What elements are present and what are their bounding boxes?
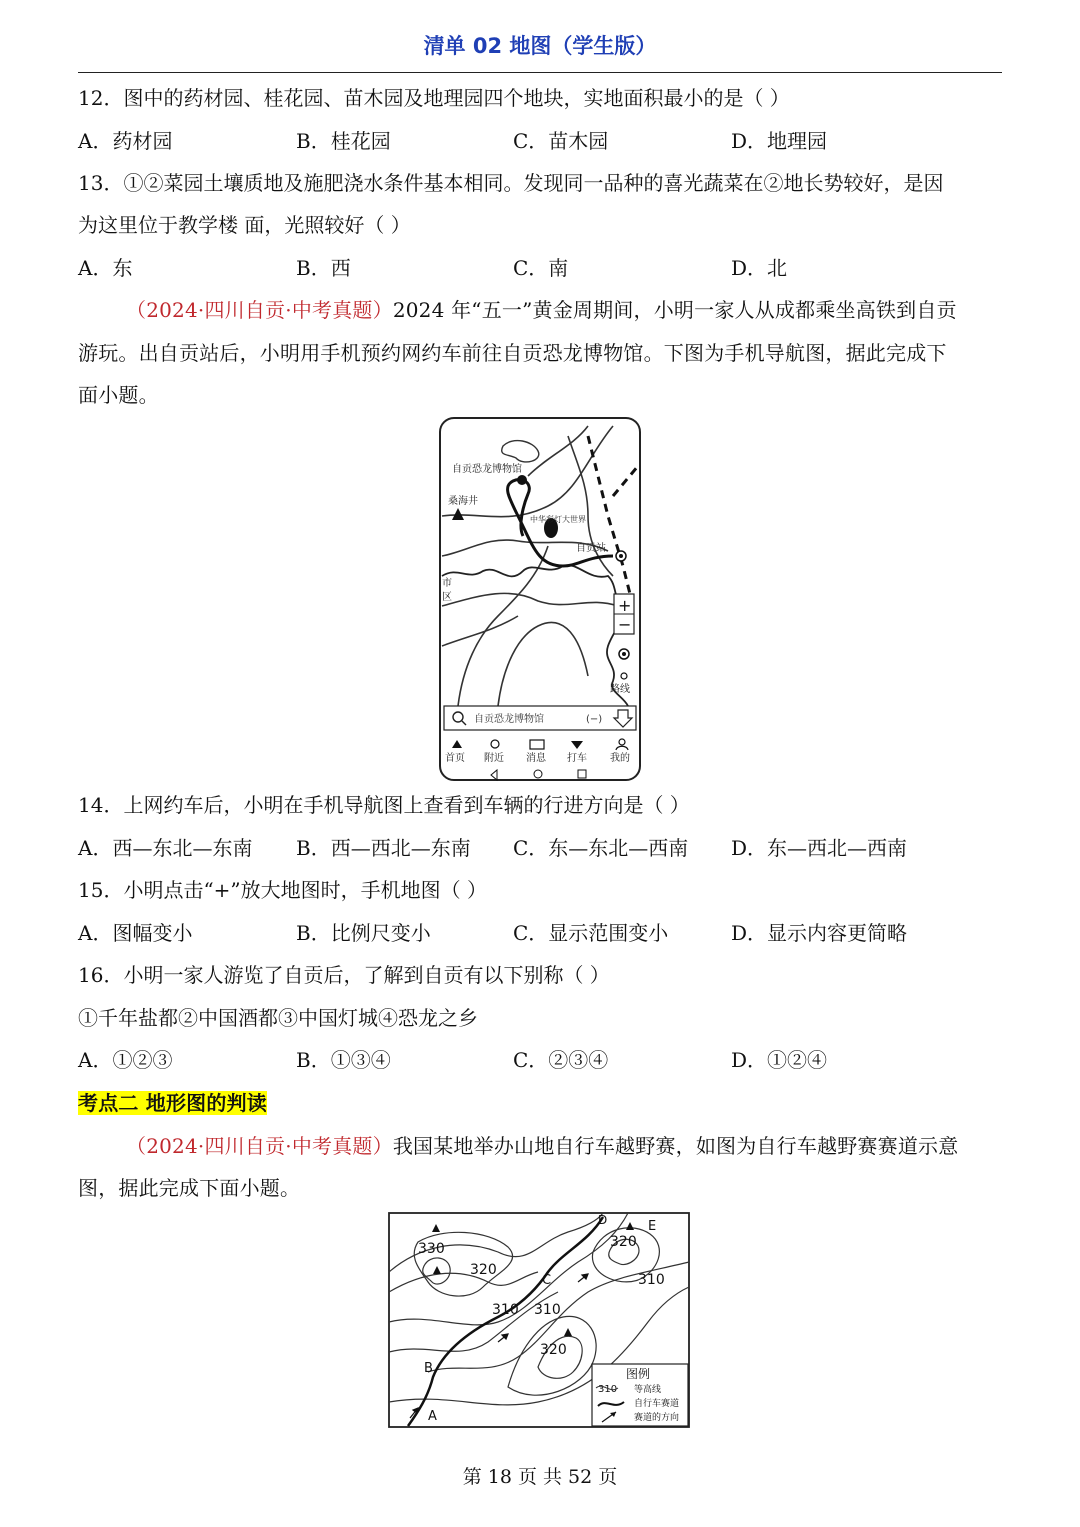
contour-label-330: 330 bbox=[418, 1241, 445, 1257]
label-station: 自贡站 bbox=[576, 543, 606, 554]
contour-label-310-a: 310 bbox=[492, 1302, 519, 1318]
q13-option-a: A．东 bbox=[78, 256, 133, 280]
voice-icon[interactable]: (−) bbox=[586, 714, 603, 725]
nav-taxi-label[interactable]: 打车 bbox=[567, 753, 587, 764]
zoom-out-button[interactable]: − bbox=[618, 615, 632, 634]
phone-navigation-map bbox=[438, 416, 642, 782]
q14-option-c: C．东—东北—西南 bbox=[513, 836, 689, 860]
legend-contour-label: 等高线 bbox=[634, 1385, 662, 1395]
q13-option-d: D．北 bbox=[731, 256, 788, 280]
nav-message-label[interactable]: 消息 bbox=[526, 753, 546, 764]
point-d-label: D bbox=[598, 1213, 608, 1227]
label-city-2: 区 bbox=[442, 592, 452, 603]
q13-option-b: B．西 bbox=[296, 256, 351, 280]
legend-contour-value: 310 bbox=[598, 1384, 618, 1395]
q14-option-d: D．东—西北—西南 bbox=[731, 836, 908, 860]
q14-option-a: A．西—东北—东南 bbox=[78, 836, 253, 860]
section-heading bbox=[78, 1089, 267, 1117]
q16-option-c: C．②③④ bbox=[513, 1048, 609, 1072]
q15-option-d: D．显示内容更简略 bbox=[731, 921, 908, 945]
museum-marker bbox=[517, 475, 527, 485]
search-text: 自贡恐龙博物馆 bbox=[474, 714, 544, 725]
q12-option-a: A．药材园 bbox=[78, 129, 173, 153]
q13-option-c: C．南 bbox=[513, 256, 569, 280]
label-route: 路线 bbox=[610, 684, 630, 695]
q16-option-d: D．①②④ bbox=[731, 1048, 828, 1072]
page-title: 清单 02 地图（学生版） bbox=[423, 34, 657, 58]
q16-line2: ①千年盐都②中国酒都③中国灯城④恐龙之乡 bbox=[78, 1006, 478, 1030]
intro2-text1: 我国某地举办山地自行车越野赛，如图为自行车越野赛赛道示意 bbox=[392, 1134, 959, 1158]
label-sanghai: 桑海井 bbox=[448, 496, 478, 507]
intro1-source: （2024·四川自贡·中考真题） bbox=[126, 298, 393, 322]
nav-home-label[interactable]: 首页 bbox=[445, 753, 465, 764]
contour-label-320-b: 320 bbox=[540, 1342, 567, 1358]
contour-label-320-a: 320 bbox=[470, 1262, 497, 1278]
q16-option-b: B．①③④ bbox=[296, 1048, 391, 1072]
q15-option-a: A．图幅变小 bbox=[78, 921, 193, 945]
intro2-source: （2024·四川自贡·中考真题） bbox=[126, 1134, 393, 1158]
contour-map bbox=[388, 1212, 690, 1428]
legend-direction-label: 赛道的方向 bbox=[634, 1413, 680, 1423]
intro2-line2: 图，据此完成下面小题。 bbox=[78, 1176, 301, 1200]
q12-stem: 12．图中的药材园、桂花园、苗木园及地理园四个地块，实地面积最小的是（ ） bbox=[78, 86, 790, 110]
point-e-label: E bbox=[648, 1219, 657, 1234]
point-a-label: A bbox=[428, 1409, 437, 1424]
intro1-line2: 游玩。出自贡站后，小明用手机预约网约车前往自贡恐龙博物馆。下图为手机导航图，据此完成下 bbox=[78, 341, 947, 365]
q15-stem: 15．小明点击“+”放大地图时，手机地图（ ） bbox=[78, 878, 488, 902]
contour-label-310-c: 310 bbox=[638, 1272, 665, 1288]
q14-option-b: B．西—西北—东南 bbox=[296, 836, 471, 860]
q12-option-b: B．桂花园 bbox=[296, 129, 391, 153]
q13-stem-line2: 为这里位于教学楼 面，光照较好（ ） bbox=[78, 213, 411, 237]
q16-option-a: A．①②③ bbox=[78, 1048, 173, 1072]
q14-stem: 14．上网约车后，小明在手机导航图上查看到车辆的行进方向是（ ） bbox=[78, 793, 690, 817]
section2-title: 考点二 地形图的判读 bbox=[78, 1091, 267, 1115]
label-city-1: 市 bbox=[442, 578, 452, 589]
intro1-text1: 2024 年“五一”黄金周期间，小明一家人从成都乘坐高铁到自贡 bbox=[392, 298, 957, 322]
intro1-line1 bbox=[126, 296, 957, 324]
q16-stem: 16．小明一家人游览了自贡后，了解到自贡有以下别称（ ） bbox=[78, 963, 610, 987]
page-footer: 第 18 页 共 52 页 bbox=[462, 1466, 618, 1488]
contour-label-310-b: 310 bbox=[534, 1302, 561, 1318]
nav-nearby-label[interactable]: 附近 bbox=[484, 753, 504, 764]
legend-track-label: 自行车赛道 bbox=[634, 1399, 680, 1409]
label-museum: 自贡恐龙博物馆 bbox=[452, 464, 522, 475]
q15-option-b: B．比例尺变小 bbox=[296, 921, 431, 945]
legend-title: 图例 bbox=[626, 1367, 651, 1381]
point-c-label: C bbox=[542, 1273, 552, 1288]
intro1-line3: 面小题。 bbox=[78, 383, 159, 407]
zoom-in-button[interactable]: + bbox=[618, 596, 632, 615]
q15-option-c: C．显示范围变小 bbox=[513, 921, 669, 945]
q12-option-c: C．苗木园 bbox=[513, 129, 609, 153]
label-lantern: 中华彩灯大世界 bbox=[530, 515, 586, 524]
contour-label-320-c: 320 bbox=[610, 1234, 637, 1250]
nav-profile-label[interactable]: 我的 bbox=[610, 753, 630, 764]
header-divider bbox=[78, 72, 1002, 73]
q12-option-d: D．地理园 bbox=[731, 129, 828, 153]
point-b-label: B bbox=[424, 1361, 433, 1376]
q13-stem-line1: 13．①②菜园土壤质地及施肥浇水条件基本相同。发现同一品种的喜光蔬菜在②地长势较好，是因 bbox=[78, 171, 944, 195]
intro2-line1 bbox=[126, 1132, 958, 1160]
